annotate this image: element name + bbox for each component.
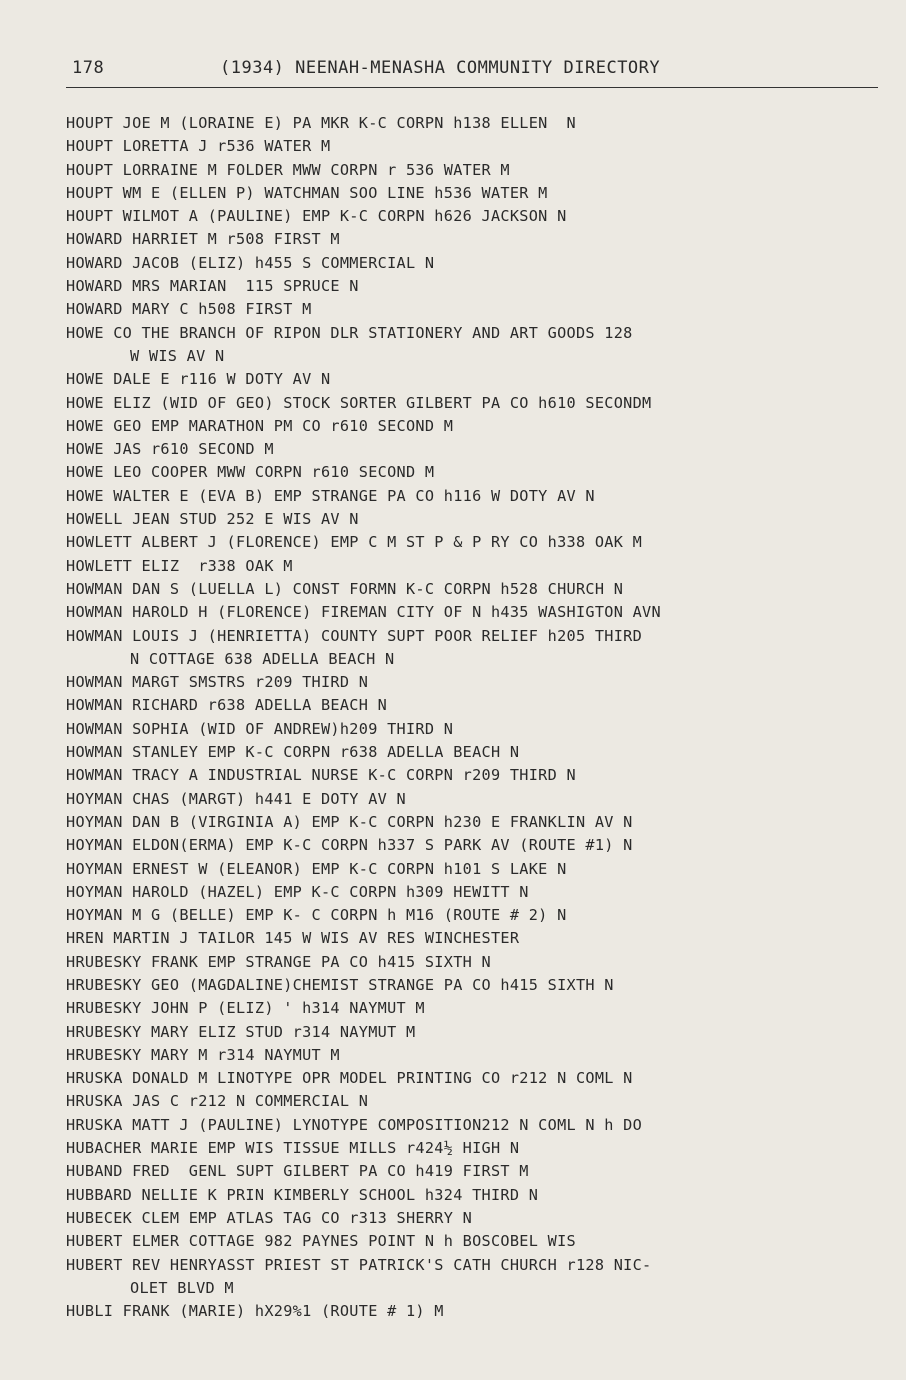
directory-entry: HOWE CO THE BRANCH OF RIPON DLR STATIONERY AND ART GOODS 128 bbox=[66, 323, 633, 342]
directory-entry: HOYMAN ELDON(ERMA) EMP K-C CORPN h337 S PARK AV (ROUTE #1) N bbox=[66, 836, 633, 855]
directory-entry: HOUPT JOE M (LORAINE E) PA MKR K-C CORPN h138 ELLEN N bbox=[66, 114, 576, 132]
directory-entry: HRUSKA DONALD M LINOTYPE OPR MODEL PRINTING CO r212 N COML N bbox=[66, 1069, 633, 1088]
directory-entry: HOWE LEO COOPER MWW CORPN r610 SECOND M bbox=[66, 463, 435, 482]
directory-entry: HOWLETT ELIZ r338 OAK M bbox=[66, 556, 293, 575]
directory-entry: HOUPT WM E (ELLEN P) WATCHMAN SOO LINE h536 WATER M bbox=[66, 183, 548, 202]
directory-entry: HOWE WALTER E (EVA B) EMP STRANGE PA CO h116 W DOTY AV N bbox=[66, 486, 595, 505]
directory-entry: HOWE JAS r610 SECOND M bbox=[66, 440, 274, 459]
directory-entry-continuation: OLET BLVD M bbox=[130, 1278, 234, 1297]
directory-entry: HUBBARD NELLIE K PRIN KIMBERLY SCHOOL h324 THIRD N bbox=[66, 1185, 539, 1204]
directory-entry: HOYMAN HAROLD (HAZEL) EMP K-C CORPN h309 HEWITT N bbox=[66, 882, 529, 901]
page-number: 178 bbox=[72, 58, 105, 78]
directory-entry: HOWE GEO EMP MARATHON PM CO r610 SECOND M bbox=[66, 416, 454, 435]
directory-entry: HUBERT REV HENRYASST PRIEST ST PATRICK'S CATH CHURCH r128 NIC- bbox=[66, 1255, 652, 1274]
directory-entry: HOWE ELIZ (WID OF GEO) STOCK SORTER GILBERT PA CO h610 SECONDM bbox=[66, 393, 652, 412]
directory-entry: HRUBESKY FRANK EMP STRANGE PA CO h415 SIXTH N bbox=[66, 952, 491, 971]
directory-entry: HRUBESKY MARY ELIZ STUD r314 NAYMUT M bbox=[66, 1022, 416, 1041]
directory-entry: HUBACHER MARIE EMP WIS TISSUE MILLS r424½ HIGH N bbox=[66, 1139, 520, 1158]
directory-entry: HOWLETT ALBERT J (FLORENCE) EMP C M ST P & P RY CO h338 OAK M bbox=[66, 533, 643, 552]
directory-entry: HRUBESKY GEO (MAGDALINE)CHEMIST STRANGE PA CO h415 SIXTH N bbox=[66, 975, 614, 994]
directory-entry: HOWARD JACOB (ELIZ) h455 S COMMERCIAL N bbox=[66, 253, 435, 272]
directory-entry: HUBAND FRED GENL SUPT GILBERT PA CO h419 FIRST M bbox=[66, 1162, 529, 1181]
directory-entry: HRUBESKY MARY M r314 NAYMUT M bbox=[66, 1045, 340, 1064]
directory-entry: HOYMAN CHAS (MARGT) h441 E DOTY AV N bbox=[66, 789, 406, 808]
directory-entry: HREN MARTIN J TAILOR 145 W WIS AV RES WINCHESTER bbox=[66, 929, 520, 948]
directory-entry: HOWMAN TRACY A INDUSTRIAL NURSE K-C CORPN r209 THIRD N bbox=[66, 766, 576, 785]
directory-entry: HOYMAN ERNEST W (ELEANOR) EMP K-C CORPN h101 S LAKE N bbox=[66, 859, 567, 878]
directory-entry: HOWARD MRS MARIAN 115 SPRUCE N bbox=[66, 277, 359, 296]
directory-entry: HOUPT WILMOT A (PAULINE) EMP K-C CORPN h626 JACKSON N bbox=[66, 207, 567, 226]
directory-entry: HOWMAN RICHARD r638 ADELLA BEACH N bbox=[66, 696, 388, 715]
directory-entry: HRUSKA JAS C r212 N COMMERCIAL N bbox=[66, 1092, 369, 1111]
directory-entry: HOUPT LORRAINE M FOLDER MWW CORPN r 536 WATER M bbox=[66, 160, 510, 179]
directory-entries bbox=[66, 112, 866, 1323]
directory-entry: HUBECEK CLEM EMP ATLAS TAG CO r313 SHERRY N bbox=[66, 1208, 473, 1227]
directory-entry: HOWARD HARRIET M r508 FIRST M bbox=[66, 230, 340, 249]
directory-entry: HOYMAN DAN B (VIRGINIA A) EMP K-C CORPN h230 E FRANKLIN AV N bbox=[66, 812, 633, 831]
directory-entry: HOWE DALE E r116 W DOTY AV N bbox=[66, 370, 331, 389]
directory-entry: HOUPT LORETTA J r536 WATER M bbox=[66, 137, 331, 156]
directory-entry: HOWMAN LOUIS J (HENRIETTA) COUNTY SUPT POOR RELIEF h205 THIRD bbox=[66, 626, 643, 645]
directory-entry-continuation: N COTTAGE 638 ADELLA BEACH N bbox=[130, 649, 395, 668]
directory-entry: HOWMAN SOPHIA (WID OF ANDREW)h209 THIRD N bbox=[66, 719, 454, 738]
directory-entry: HOYMAN M G (BELLE) EMP K- C CORPN h M16 (ROUTE # 2) N bbox=[66, 906, 567, 925]
directory-entry: HUBERT ELMER COTTAGE 982 PAYNES POINT N h BOSCOBEL WIS bbox=[66, 1232, 576, 1251]
directory-entry: HOWMAN HAROLD H (FLORENCE) FIREMAN CITY OF N h435 WASHIGTON AVN bbox=[66, 603, 661, 622]
directory-entry-continuation: W WIS AV N bbox=[130, 346, 225, 365]
directory-entry: HOWMAN DAN S (LUELLA L) CONST FORMN K-C CORPN h528 CHURCH N bbox=[66, 579, 624, 598]
header-rule bbox=[66, 87, 878, 88]
directory-entry: HUBLI FRANK (MARIE) hX29%1 (ROUTE # 1) M bbox=[66, 1302, 444, 1321]
directory-entry: HOWMAN MARGT SMSTRS r209 THIRD N bbox=[66, 673, 369, 692]
directory-entry: HOWELL JEAN STUD 252 E WIS AV N bbox=[66, 510, 359, 529]
directory-entry: HOWARD MARY C h508 FIRST M bbox=[66, 300, 312, 319]
page-header bbox=[72, 58, 872, 88]
directory-entry: HRUBESKY JOHN P (ELIZ) ' h314 NAYMUT M bbox=[66, 999, 425, 1018]
directory-entry: HRUSKA MATT J (PAULINE) LYNOTYPE COMPOSITION212 N COML N h DO bbox=[66, 1115, 643, 1134]
directory-title: (1934) NEENAH-MENASHA COMMUNITY DIRECTORY bbox=[220, 58, 661, 78]
directory-entry: HOWMAN STANLEY EMP K-C CORPN r638 ADELLA BEACH N bbox=[66, 743, 520, 762]
